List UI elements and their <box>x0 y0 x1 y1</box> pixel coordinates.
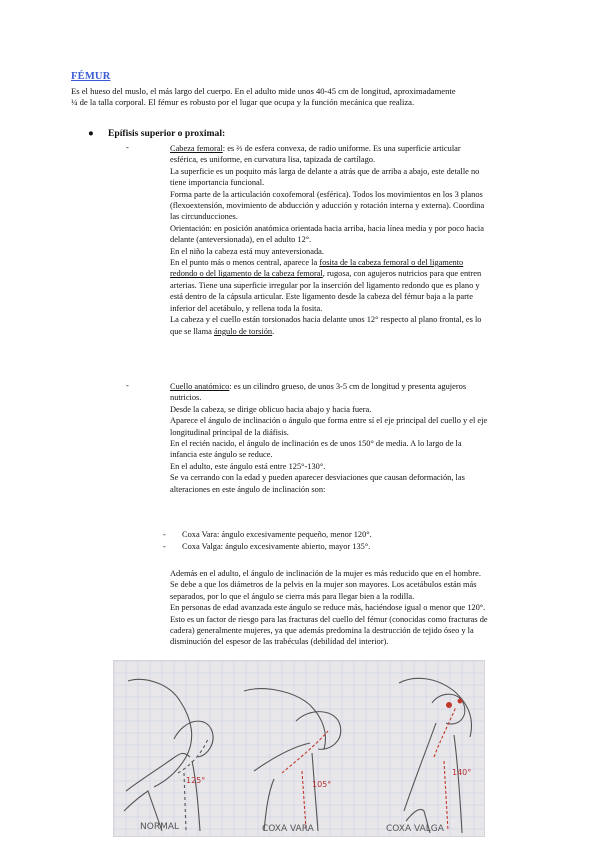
text-line: Desde la cabeza, se dirige oblicuo hacia abajo y hacia fuera. <box>170 404 372 414</box>
text-line: Forma parte de la articulación coxofemoral (esférica). Todos los movimientos en los 3 planos <box>170 189 483 199</box>
figure-label-coxa-vara: COXA VARA <box>262 824 314 834</box>
text-line: inferior del acetábulo, y rellena toda la fosita. <box>170 303 323 313</box>
text-line: Se debe a que los diámetros de la pelvis en la mujer son mayores. Los acetábulos están más <box>170 580 477 590</box>
angle-label-coxa-valga: 140° <box>452 768 472 777</box>
coxa-vara-item: Coxa Vara: ángulo excesivamente pequeño, menor 120°. <box>182 530 372 539</box>
text-line <box>170 326 528 337</box>
text-line <box>170 257 528 268</box>
red-dot-marker <box>458 699 463 704</box>
text-span: . <box>272 326 275 336</box>
text-line: Orientación: en posición anatómica orientada hacia arriba, hacia línea media y por poco hacia <box>170 223 484 233</box>
text-line: esférica, es uniforme, en curvatura lisa, tapizada de cartílago. <box>170 155 376 165</box>
text-span: que se llama <box>170 326 212 336</box>
text-line: Aparece el ángulo de inclinación o ángulo que forma entre sí el eje principal del cuello y el eje <box>170 416 488 426</box>
text-span: , rugosa, con agujeros nutricios para que entren <box>322 269 482 279</box>
text-line: cadera) generalmente mujeres, ya que además predomina la destrucción de tejido óseo y la <box>170 626 474 636</box>
list-dash: - <box>163 530 166 539</box>
section-heading-text: Epífisis superior o proximal: <box>108 128 226 139</box>
text-line: Esto es un factor de riesgo para las fracturas del cuello del fémur (conocidas como fracturas de <box>170 614 488 624</box>
cuello-anatomico-block <box>170 381 528 495</box>
text-span: En el punto más o menos central, aparece la <box>170 258 318 268</box>
text-line: En el recién nacido, el ángulo de inclinación es de unos 150° de media. A lo largo de la <box>170 439 462 449</box>
list-dash: - <box>126 143 129 152</box>
intro-line: ¼ de la talla corporal. El fémur es robusto por el lugar que ocupa y la función mecánica que realiza. <box>71 97 415 108</box>
text-line: infancia este ángulo se reduce. <box>170 450 273 460</box>
figure-label-normal: NORMAL <box>140 822 180 832</box>
text-line: tiene importancia funcional. <box>170 178 265 188</box>
text-line: alteraciones en este ángulo de inclinación son: <box>170 484 326 494</box>
text-line: En personas de edad avanzada este ángulo se reduce más, haciéndose igual o menor que 120°. <box>170 603 486 613</box>
term-cabeza-femoral: Cabeza femoral <box>170 144 223 153</box>
text-line: En el adulto, este ángulo está entre 125°-130°. <box>170 461 326 471</box>
list-dash: - <box>126 381 129 390</box>
text-line: delante (anteversionada), en el adulto 12°. <box>170 235 312 245</box>
text-line: En el niño la cabeza está muy anteversionada. <box>170 246 324 256</box>
intro-paragraph <box>71 86 529 109</box>
text-span: : es un cilindro grueso, de unos 3-5 cm de longitud y presenta agujeros <box>229 382 467 391</box>
figure-label-coxa-valga: COXA VALGA <box>386 824 444 834</box>
text-line <box>170 381 528 392</box>
text-line: (flexoextensión, movimiento de abducción y aducción y rotación interna y externa). Coordina <box>170 201 485 211</box>
graph-paper-grid <box>114 661 484 836</box>
term-fosita: fosita de la cabeza femoral o del ligamento <box>319 258 464 268</box>
intro-line: Es el hueso del muslo, el más largo del cuerpo. En el adulto mide unos 40-45 cm de longitud, aproximadamente <box>71 86 456 96</box>
text-line: La superficie es un poquito más larga de delante a atrás que de arriba a abajo, este detalle no <box>170 166 480 176</box>
term-cuello-anatomico: Cuello anatómico <box>170 382 230 391</box>
text-line: La cabeza y el cuello están torsionados hacia delante unos 12° respecto al plano frontal, es lo <box>170 315 482 325</box>
femur-drawing-svg <box>114 661 484 836</box>
text-line: separados, por lo que el ángulo se cierra más para llegar bien a la rodilla. <box>170 591 415 601</box>
text-line: arterias. Tiene una superficie irregular por la inserción del ligamento redondo que es plano y <box>170 280 480 290</box>
text-line <box>170 268 528 279</box>
angle-label-coxa-vara: 105° <box>312 780 332 789</box>
red-dot-marker <box>446 702 452 708</box>
text-span: : es ⅔ de esfera convexa, de radio uniforme. Es una superficie articular <box>222 144 461 153</box>
text-line: Además en el adulto, el ángulo de inclinación de la mujer es más reducido que en el hombre. <box>170 569 481 578</box>
femur-normal-drawing <box>124 679 213 831</box>
term-angulo-torsion: ángulo de torsión <box>213 326 273 336</box>
text-line: nutricios. <box>170 393 202 403</box>
cuello-anatomico-after <box>170 568 528 648</box>
term-fosita-cont: redondo o del ligamento de la cabeza femoral <box>170 269 323 279</box>
coxa-valga-item: Coxa Valga: ángulo excesivamente abierto, mayor 135°. <box>182 542 371 551</box>
text-line: longitudinal principal de la diáfisis. <box>170 427 289 437</box>
text-line: Se va cerrando con la edad y pueden aparecer desviaciones que causan deformación, las <box>170 473 465 483</box>
list-dash: - <box>163 542 166 551</box>
angle-label-normal: 125° <box>186 776 206 785</box>
bullet-icon: ● <box>88 128 94 139</box>
text-line: disminución del espesor de las trabéculas (debilidad del interior). <box>170 637 389 647</box>
text-line <box>170 143 528 154</box>
page-title: FÉMUR <box>71 71 111 82</box>
femur-angle-drawing <box>113 660 485 837</box>
cabeza-femoral-block <box>170 143 528 337</box>
text-line: está dentro de la cápsula articular. Este ligamento desde la cabeza del fémur baja a la parte <box>170 292 473 302</box>
text-line: las circunducciones. <box>170 212 238 222</box>
femur-coxa-vara-drawing <box>244 689 341 831</box>
